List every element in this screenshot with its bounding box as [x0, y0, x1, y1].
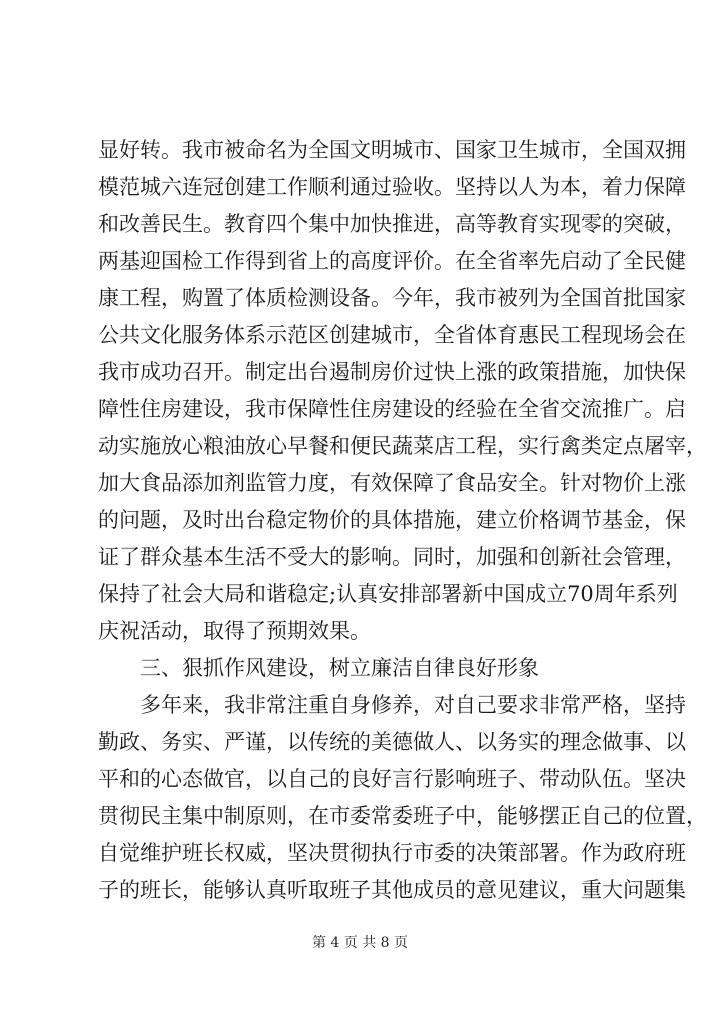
text-line: 平和的心态做官，以自己的良好言行影响班子、带动队伍。坚决	[98, 767, 686, 791]
text-line: 证了群众基本生活不受大的影响。同时，加强和创新社会管理，	[98, 545, 686, 569]
text-line: 勤政、务实、严谨，以传统的美德做人、以务实的理念做事、以	[98, 730, 686, 754]
text-line: 动实施放心粮油放心早餐和便民蔬菜店工程，实行禽类定点屠宰，	[98, 434, 707, 458]
text-line: 两基迎国检工作得到省上的高度评价。在全省率先启动了全民健	[98, 249, 686, 273]
text-line: 自觉维护班长权威，坚决贯彻执行市委的决策部署。作为政府班	[98, 841, 686, 865]
text-line: 模范城六连冠创建工作顺利通过验收。坚持以人为本，着力保障	[98, 175, 686, 199]
text-line: 的问题，及时出台稳定物价的具体措施，建立价格调节基金，保	[98, 508, 686, 532]
text-line: 子的班长，能够认真听取班子其他成员的意见建议，重大问题集	[98, 878, 686, 902]
text-line: 庆祝活动，取得了预期效果。	[98, 619, 371, 643]
text-line: 加大食品添加剂监管力度，有效保障了食品安全。针对物价上涨	[98, 471, 686, 495]
text-line: 保持了社会大局和谐稳定;认真安排部署新中国成立70周年系列	[98, 582, 678, 606]
text-line: 多年来，我非常注重自身修养，对自己要求非常严格，坚持	[140, 693, 686, 717]
text-line: 障性住房建设，我市保障性住房建设的经验在全省交流推广。启	[98, 397, 686, 421]
text-line: 贯彻民主集中制原则，在市委常委班子中，能够摆正自己的位置，	[98, 804, 707, 828]
text-line: 康工程，购置了体质检测设备。今年，我市被列为全国首批国家	[98, 286, 686, 310]
section-heading: 三、狠抓作风建设，树立廉洁自律良好形象	[140, 656, 539, 680]
page-number-footer: 第 4 页 共 8 页	[311, 935, 409, 951]
text-line: 和改善民生。教育四个集中加快推进，高等教育实现零的突破，	[98, 212, 686, 236]
text-line: 显好转。我市被命名为全国文明城市、国家卫生城市，全国双拥	[98, 138, 686, 162]
text-line: 我市成功召开。制定出台遏制房价过快上涨的政策措施，加快保	[98, 360, 686, 384]
text-line: 公共文化服务体系示范区创建城市，全省体育惠民工程现场会在	[98, 323, 686, 347]
